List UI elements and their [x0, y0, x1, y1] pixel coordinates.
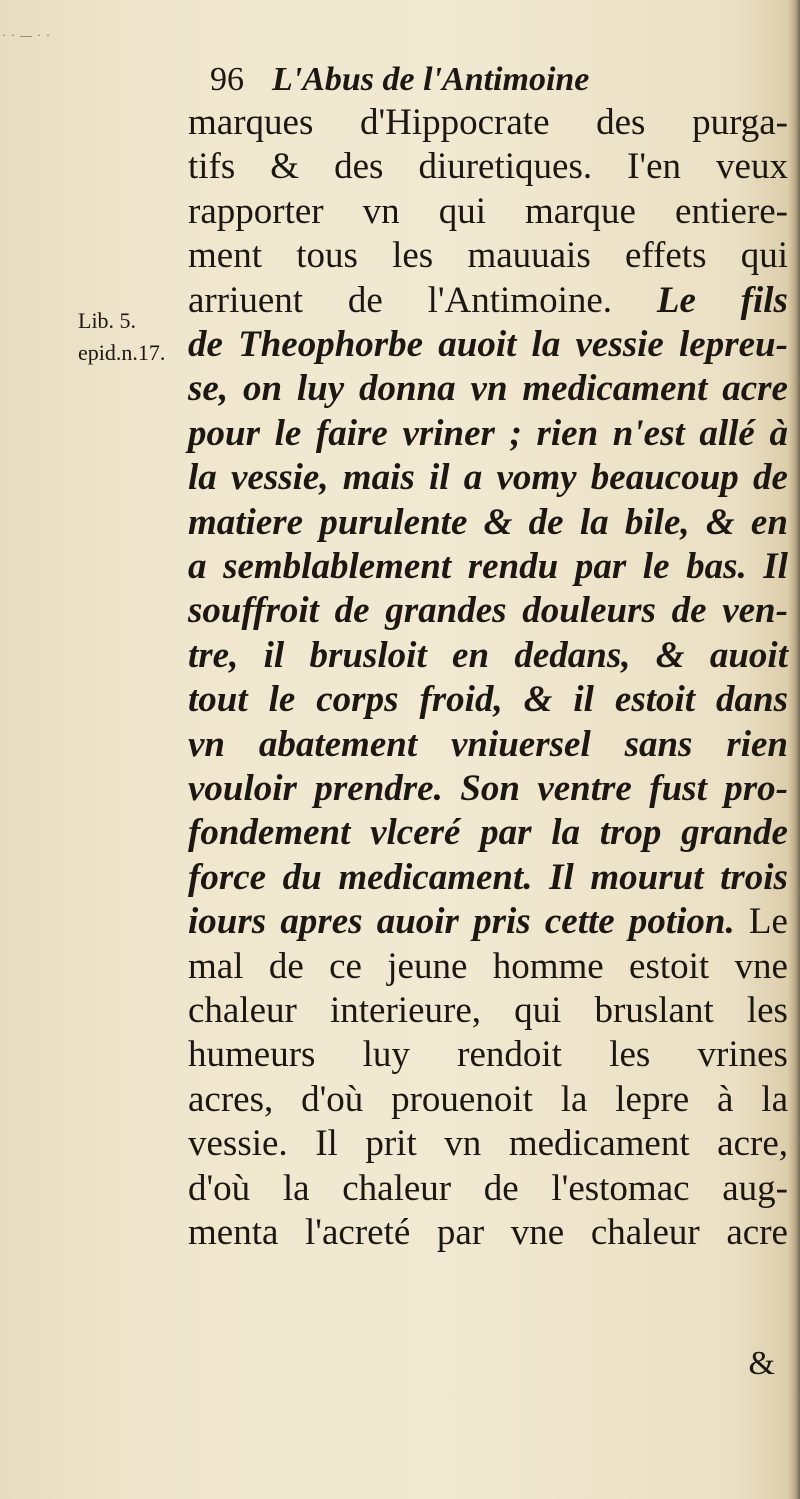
- word: Son: [460, 768, 520, 809]
- word: grandes: [385, 590, 507, 632]
- word: de: [347, 279, 383, 321]
- word: prendre.: [314, 768, 443, 809]
- word: par: [436, 1212, 485, 1253]
- word: bruslant: [594, 990, 714, 1031]
- text-line: [188, 944, 788, 990]
- word: vn: [444, 1123, 482, 1165]
- word: faire: [315, 412, 388, 454]
- word: iours: [188, 901, 267, 943]
- word: ment: [188, 235, 262, 277]
- word: des: [334, 146, 384, 188]
- text-line: [188, 722, 788, 768]
- word: de: [483, 1167, 519, 1209]
- word: des: [596, 102, 646, 143]
- word: humeurs: [188, 1034, 316, 1076]
- word: apres: [280, 901, 363, 943]
- margin-note-ref: epid.n.17.: [78, 340, 166, 365]
- word: lepre: [615, 1078, 690, 1120]
- word: vn: [188, 723, 225, 765]
- text-line: [188, 233, 788, 279]
- word: Il: [315, 1123, 338, 1165]
- word: la: [282, 1167, 310, 1209]
- word: ven-: [722, 590, 788, 632]
- text-line: [188, 988, 788, 1034]
- word: acres,: [188, 1078, 274, 1120]
- word: vniuersel: [450, 723, 591, 765]
- word: acre: [726, 1212, 788, 1253]
- word: rendoit: [457, 1034, 562, 1076]
- word: Theophorbe: [238, 324, 424, 365]
- word: trop: [599, 812, 662, 854]
- word: vne: [734, 945, 788, 987]
- word: tre,: [188, 634, 239, 676]
- word: matiere: [188, 501, 304, 543]
- word: chaleur: [188, 990, 297, 1031]
- word: vrines: [697, 1034, 788, 1076]
- text-line: [188, 677, 788, 723]
- word: pour: [188, 412, 260, 454]
- word: rendu: [467, 546, 559, 587]
- word: rapporter: [188, 190, 324, 232]
- word: force: [188, 856, 267, 898]
- word: ;: [509, 412, 522, 454]
- word: diuretiques.: [418, 146, 593, 188]
- word: les: [746, 990, 788, 1031]
- word: &: [655, 634, 685, 676]
- word: tous: [296, 235, 358, 277]
- page-edge-shadow: [788, 0, 800, 1499]
- text-line: [188, 855, 788, 901]
- word: interieure,: [330, 990, 481, 1031]
- word: vomy: [496, 457, 577, 499]
- text-line: [188, 1121, 788, 1167]
- word: ce: [329, 945, 362, 987]
- word: de: [671, 590, 707, 632]
- word: purulente: [319, 501, 468, 543]
- word: rien: [536, 412, 599, 454]
- word: marque: [525, 190, 636, 232]
- word: la: [579, 501, 609, 543]
- word: dans: [716, 679, 788, 721]
- word: vessie,: [230, 457, 329, 499]
- word: froid,: [419, 679, 503, 721]
- word: auoir: [376, 901, 459, 943]
- word: souffroit: [188, 590, 319, 632]
- word: &: [705, 501, 735, 543]
- word: bas.: [686, 546, 747, 587]
- word: brusloit: [309, 634, 427, 676]
- word: pris: [473, 901, 531, 943]
- word: aug-: [722, 1167, 788, 1209]
- word: menta: [188, 1212, 279, 1253]
- word: la: [761, 1078, 788, 1120]
- word: veux: [716, 146, 788, 188]
- text-line: [188, 544, 788, 590]
- corner-marks: · · — · ·: [2, 28, 51, 42]
- word: par: [574, 546, 627, 587]
- word: le: [274, 412, 302, 454]
- word: chaleur: [590, 1212, 700, 1253]
- word: l'acreté: [305, 1212, 411, 1253]
- word: marques: [188, 102, 314, 143]
- word: luy: [296, 368, 345, 410]
- word: I'en: [627, 146, 682, 188]
- word: a: [188, 546, 207, 587]
- word: medicament: [508, 1123, 690, 1165]
- word: ventre: [537, 768, 632, 809]
- word: pro-: [724, 768, 788, 809]
- word: en: [452, 634, 490, 676]
- word: se,: [188, 368, 229, 410]
- word: de: [528, 501, 564, 543]
- word: la: [188, 457, 217, 499]
- word: homme: [492, 945, 604, 987]
- word: Il: [549, 856, 574, 898]
- word: allé: [699, 412, 755, 454]
- word: à: [769, 412, 788, 454]
- word: medicament: [522, 368, 708, 410]
- word: il: [428, 457, 450, 499]
- word: la: [551, 812, 581, 854]
- word: estoit: [614, 679, 696, 721]
- word: on: [242, 368, 283, 410]
- word: beaucoup: [590, 457, 739, 499]
- word: medicament.: [338, 856, 533, 898]
- word: de: [752, 457, 788, 499]
- word: le: [268, 679, 296, 721]
- word: mourut: [590, 856, 704, 898]
- word: vn: [362, 190, 400, 232]
- word: &: [483, 501, 513, 543]
- word: d'où: [301, 1078, 364, 1120]
- catchword: &: [748, 1345, 775, 1382]
- word: la: [560, 1078, 588, 1120]
- text-line: [188, 189, 788, 235]
- text-line: [188, 899, 788, 945]
- text-line: [188, 1077, 788, 1123]
- word: le: [642, 546, 670, 587]
- word: grande: [681, 812, 788, 854]
- text-line: [188, 1210, 788, 1256]
- word: mal: [188, 945, 244, 987]
- word: trois: [720, 856, 788, 898]
- word: dedans,: [514, 634, 631, 676]
- word: qui: [438, 190, 486, 232]
- word: mais: [342, 457, 415, 499]
- word: chaleur: [342, 1167, 452, 1209]
- word: lepreu-: [679, 324, 788, 365]
- word: les: [392, 235, 434, 277]
- word: jeune: [387, 945, 468, 987]
- word: effets: [624, 235, 707, 277]
- text-line: [188, 1032, 788, 1078]
- word: entiere-: [675, 190, 788, 232]
- text-line: [188, 144, 788, 190]
- word: potion.: [628, 901, 735, 943]
- word: qui: [514, 990, 562, 1031]
- word: qui: [740, 235, 788, 277]
- word: luy: [362, 1034, 410, 1076]
- word: d'Hippocrate: [359, 102, 550, 143]
- text-line: [188, 500, 788, 546]
- text-line: [188, 455, 788, 501]
- word: il: [263, 634, 285, 676]
- word: acre: [722, 368, 788, 410]
- word: de: [268, 945, 304, 987]
- word: auoit: [709, 634, 788, 676]
- word: acre,: [717, 1123, 788, 1165]
- word: bile,: [624, 501, 690, 543]
- word: purga-: [692, 102, 788, 143]
- word: les: [609, 1034, 651, 1076]
- text-line: [188, 278, 788, 324]
- word: vessie: [575, 324, 664, 365]
- word: prouenoit: [391, 1078, 533, 1120]
- word: vriner: [402, 412, 495, 454]
- word: Le: [748, 901, 788, 943]
- word: tout: [188, 679, 248, 721]
- word: mauuais: [467, 235, 591, 277]
- word: n'est: [612, 412, 685, 454]
- word: douleurs: [522, 590, 656, 632]
- word: tifs: [188, 146, 236, 188]
- text-line: [188, 411, 788, 457]
- word: de: [188, 324, 223, 365]
- word: il: [573, 679, 594, 721]
- word: cette: [544, 901, 615, 943]
- word: fust: [649, 768, 707, 809]
- word: &: [270, 146, 300, 188]
- word: prit: [365, 1123, 417, 1165]
- running-header: [210, 58, 710, 102]
- word: donna: [359, 368, 456, 410]
- word: sans: [624, 723, 693, 765]
- word: l'Antimoine.: [427, 279, 613, 321]
- margin-note-book: Lib. 5.: [78, 308, 137, 333]
- text-line: [188, 1166, 788, 1212]
- word: semblablement: [223, 546, 452, 587]
- text-line: [188, 766, 788, 812]
- word: par: [480, 812, 532, 854]
- word: du: [282, 856, 322, 898]
- word: vne: [510, 1212, 565, 1253]
- word: rien: [726, 723, 788, 765]
- word: Il: [763, 546, 788, 587]
- word: auoit: [438, 324, 517, 365]
- text-line: [188, 588, 788, 634]
- word: vessie.: [188, 1123, 288, 1165]
- word: &: [523, 679, 553, 721]
- text-line: [188, 100, 788, 146]
- word: a: [463, 457, 483, 499]
- text-line: [188, 633, 788, 679]
- word: de: [334, 590, 370, 632]
- text-line: [188, 366, 788, 412]
- word: estoit: [629, 945, 710, 987]
- word: vlceré: [370, 812, 461, 854]
- running-title: L'Abus de l'Antimoine: [272, 61, 590, 98]
- word: corps: [316, 679, 399, 721]
- word: Le: [656, 279, 696, 321]
- page-number: 96: [210, 61, 244, 98]
- text-line: [188, 322, 788, 368]
- word: en: [750, 501, 788, 543]
- text-line: [188, 810, 788, 856]
- word: abatement: [258, 723, 418, 765]
- word: à: [717, 1078, 734, 1120]
- word: fils: [740, 279, 788, 321]
- word: vouloir: [188, 768, 297, 809]
- word: d'où: [188, 1167, 251, 1209]
- word: la: [531, 324, 561, 365]
- word: arriuent: [188, 279, 304, 321]
- word: l'estomac: [551, 1167, 690, 1209]
- word: fondement: [188, 812, 351, 854]
- word: vn: [470, 368, 508, 410]
